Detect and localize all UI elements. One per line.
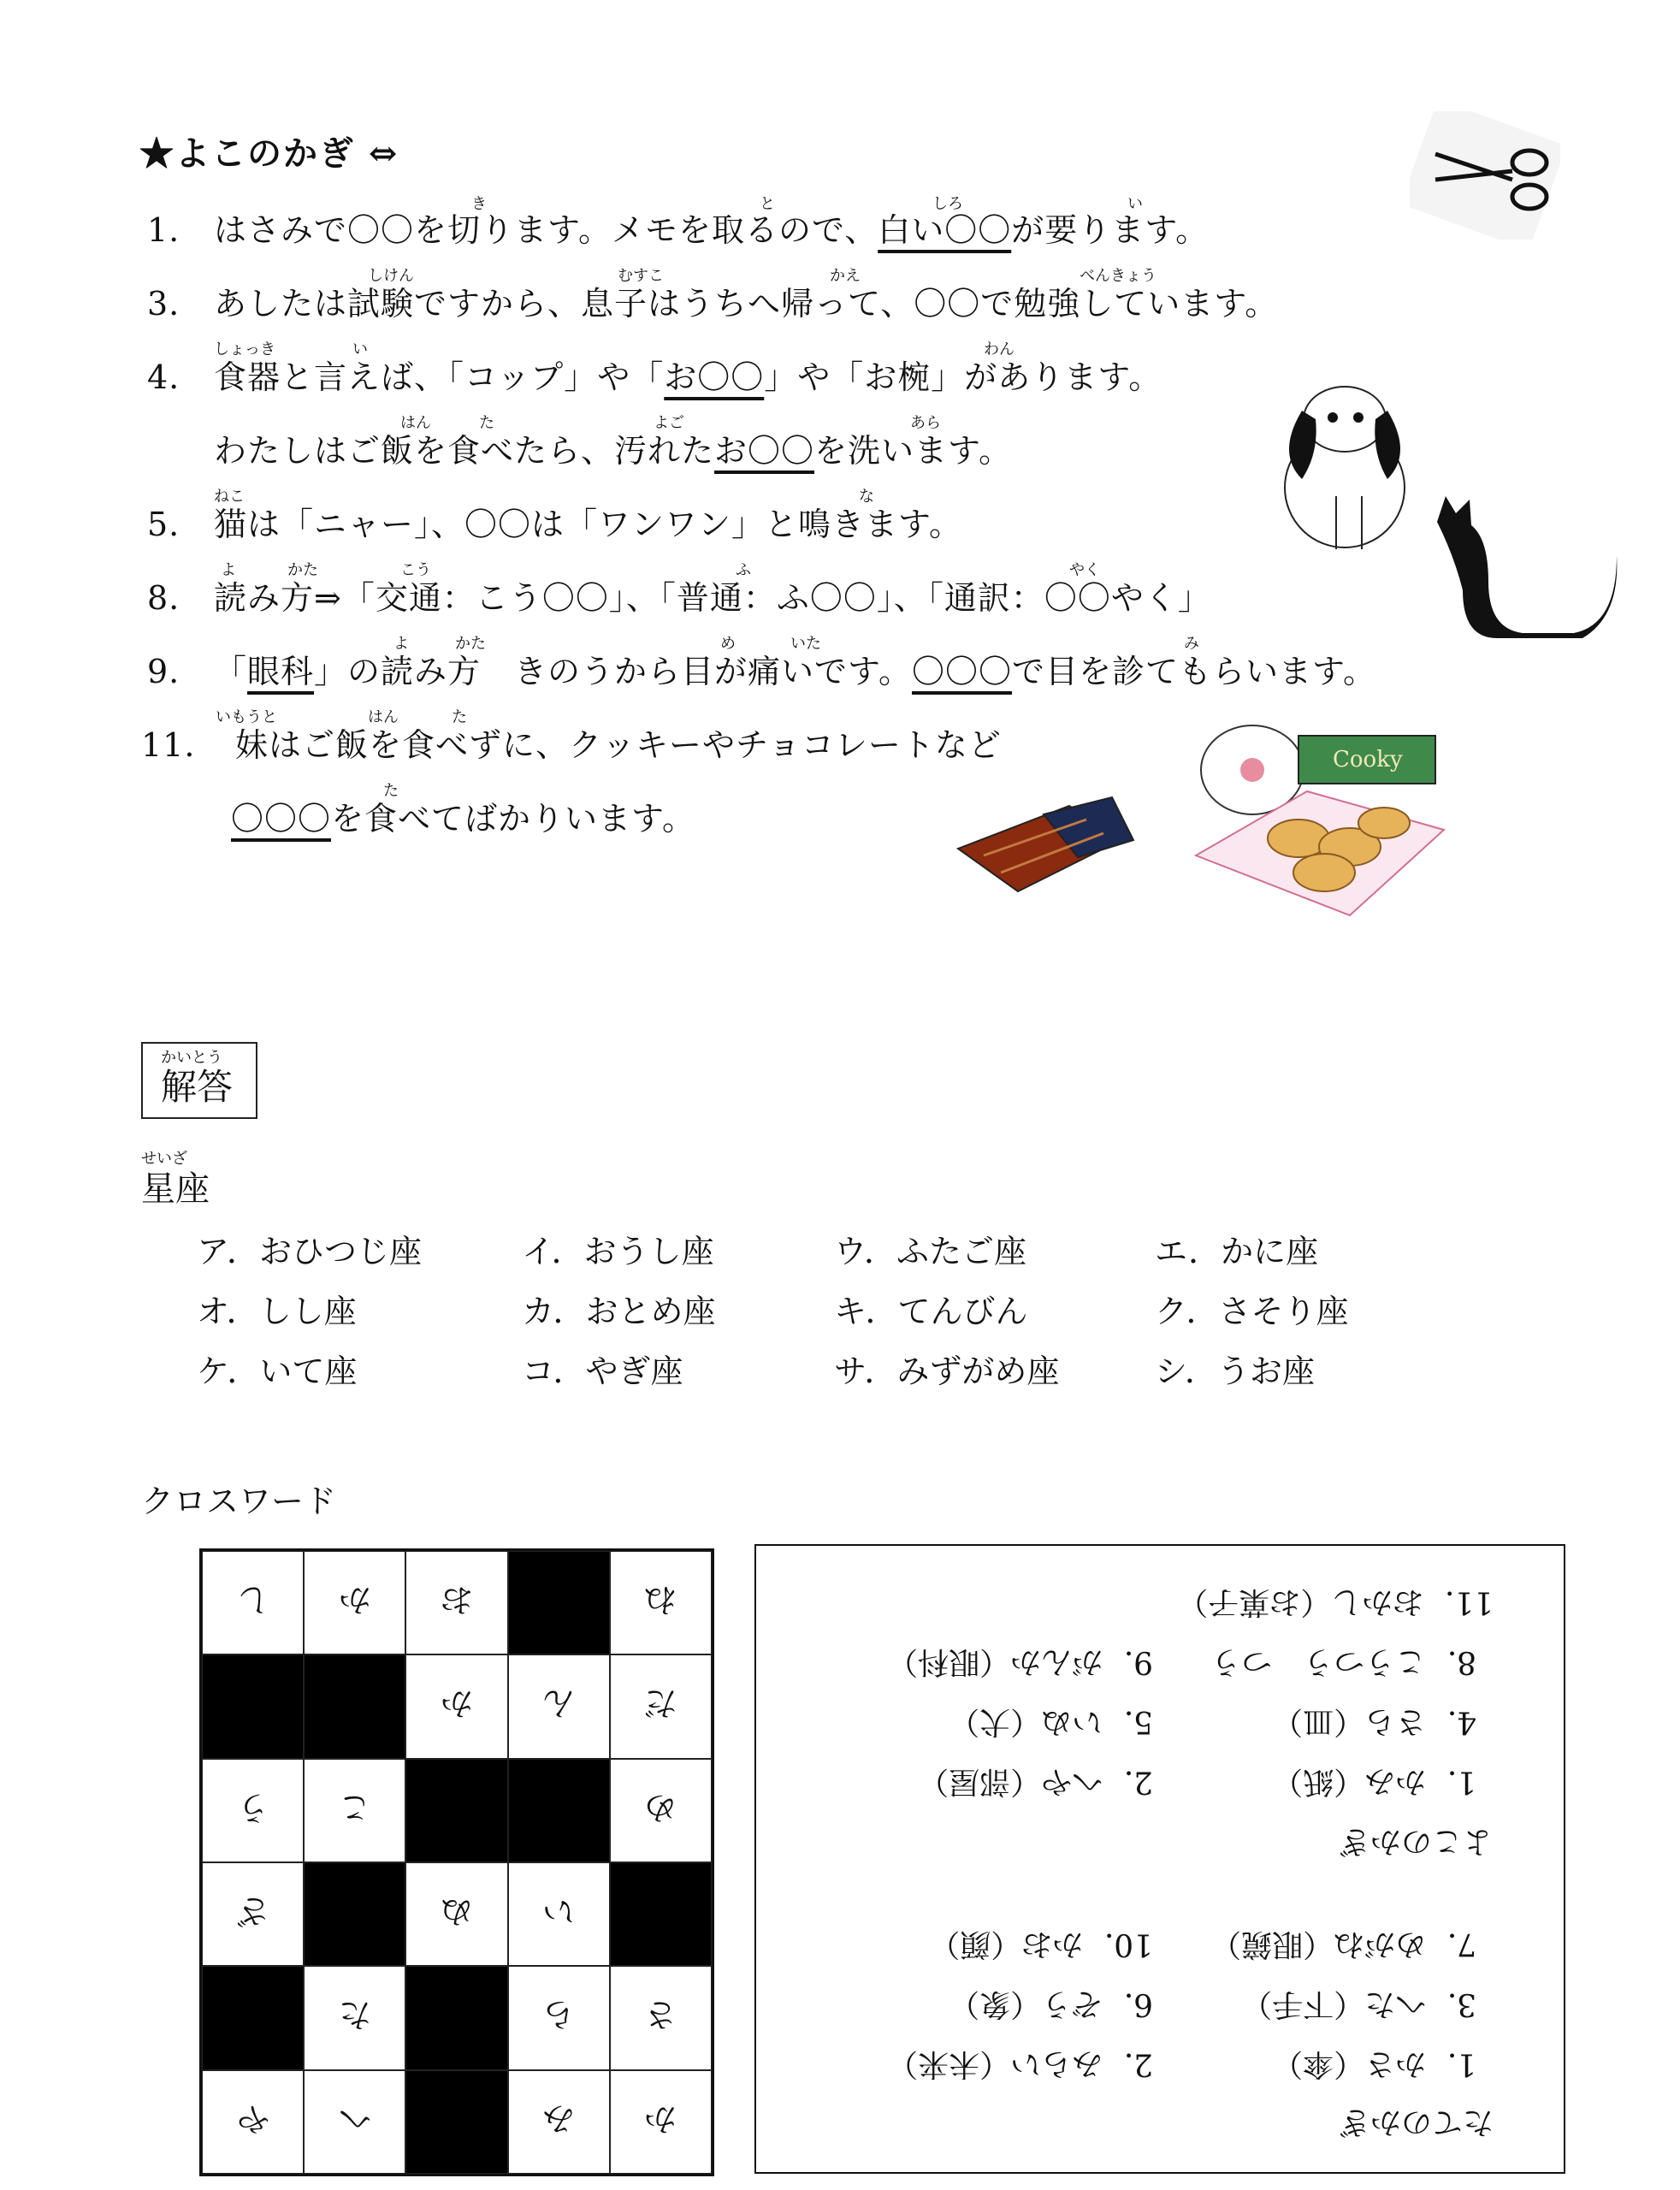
- ruby: ねこ: [214, 488, 245, 506]
- clue-8: 8. 読み方⇒「交通：こう〇〇」、「普通：ふ〇〇」、「通訳：〇〇やく」: [147, 579, 1211, 617]
- ruby: かえ: [830, 267, 861, 285]
- grid-cell: だ: [610, 1654, 712, 1758]
- key-line: 2．みらい（未来）: [887, 2046, 1153, 2081]
- cookie-box-label: Cooky: [1333, 747, 1403, 772]
- zodiac-item: イ．おうし座: [522, 1233, 714, 1270]
- clue-4: 4. 食器と言えば、「コップ」や「お〇〇」や「お椀」があります。: [147, 358, 1162, 396]
- key-line: 1．かみ（紙）: [1272, 1764, 1476, 1799]
- clue-4-line-2: わたしはご飯を食べたら、汚れたお〇〇を洗います。: [214, 432, 1012, 470]
- grid-cell: や: [202, 2070, 304, 2174]
- grid-cell: し: [202, 1551, 304, 1654]
- clue-11: 11. 妹はご飯を食べずに、クッキーやチョコレートなど: [141, 726, 1002, 764]
- zodiac-item: サ．みずがめ座: [834, 1352, 1060, 1390]
- ruby: かいとう: [161, 1049, 222, 1067]
- grid-cell: い: [508, 1862, 610, 1966]
- ruby: な: [859, 488, 874, 506]
- ruby: と: [760, 195, 775, 213]
- ruby: はん: [400, 414, 431, 432]
- ruby: あら: [910, 414, 941, 432]
- seiza-heading: 星座: [141, 1169, 210, 1209]
- ruby: べんきょう: [1080, 267, 1156, 285]
- grid-cell-black: [304, 1862, 405, 1966]
- ruby: やく: [1069, 561, 1100, 579]
- grid-cell-black: [405, 1759, 507, 1862]
- ruby: いもうと: [216, 708, 277, 726]
- scissors-illustration: [1410, 111, 1560, 240]
- zodiac-item: ウ．ふたご座: [834, 1233, 1026, 1270]
- ruby: み: [1184, 635, 1199, 653]
- ruby: わん: [984, 340, 1015, 358]
- key-line: 10．かお（顔）: [929, 1927, 1153, 1962]
- grid-cell: ざ: [202, 1862, 304, 1966]
- ruby: ふ: [736, 561, 751, 579]
- ruby: い: [352, 340, 368, 358]
- teapot-cookies-illustration: [1179, 710, 1449, 922]
- grid-cell: め: [610, 1759, 712, 1862]
- ruby: しろ: [932, 195, 963, 213]
- ruby: かた: [455, 635, 486, 653]
- grid-cell: か: [610, 2070, 712, 2174]
- ruby: よ: [393, 635, 409, 653]
- key-line: 11．おかし（お菓子）: [1177, 1584, 1494, 1619]
- ruby: た: [452, 708, 467, 726]
- grid-cell: み: [508, 2070, 610, 2174]
- grid-cell-black: [202, 1654, 304, 1758]
- key-title-yoko: よこのかぎ: [1339, 1824, 1494, 1859]
- answer-key-rotated: [756, 1546, 1564, 2172]
- zodiac-item: ケ．いて座: [197, 1352, 358, 1390]
- clue-5: 5. 猫は「ニャー」、〇〇は「ワンワン」と鳴きます。: [147, 506, 962, 543]
- grid-cell: ん: [508, 1654, 610, 1758]
- key-line: 4．さら（皿）: [1272, 1704, 1476, 1739]
- chocolate-illustration: [949, 789, 1139, 907]
- ruby: よ: [221, 561, 236, 579]
- grid-cell-black: [508, 1551, 610, 1654]
- dog-illustration: [1242, 359, 1447, 556]
- ruby: き: [471, 195, 487, 213]
- grid-cell: う: [202, 1759, 304, 1862]
- zodiac-item: エ．かに座: [1155, 1233, 1319, 1270]
- grid-cell: ら: [508, 1966, 610, 2069]
- answer-key-box: [754, 1544, 1565, 2174]
- zodiac-item: カ．おとめ座: [522, 1293, 716, 1330]
- grid-cell: こ: [304, 1759, 405, 1862]
- grid-cell-black: [508, 1759, 610, 1862]
- ruby: はん: [368, 708, 399, 726]
- ruby: むすこ: [618, 267, 664, 285]
- ruby: め: [720, 635, 736, 653]
- key-line: 8．こうつう つう: [1210, 1644, 1476, 1679]
- zodiac-item: コ．やぎ座: [522, 1352, 683, 1390]
- zodiac-item: ア．おひつじ座: [197, 1233, 422, 1270]
- zodiac-item: キ．てんびん: [834, 1293, 1028, 1330]
- clue-3: 3. あしたは試験ですから、息子はうちへ帰って、〇〇で勉強しています。: [147, 285, 1279, 323]
- ruby: い: [1127, 195, 1143, 213]
- clue-11-line-2: 〇〇〇を食べてばかりいます。: [231, 800, 695, 838]
- key-title-tate: たてのかぎ: [1339, 2104, 1494, 2140]
- grid-cell-black: [610, 1862, 712, 1966]
- ruby: しょっき: [214, 340, 275, 358]
- zodiac-item: ク．さそり座: [1155, 1293, 1349, 1330]
- ruby: た: [479, 414, 494, 432]
- answer-label: 解答: [161, 1066, 234, 1108]
- grid-cell-black: [304, 1654, 405, 1758]
- key-line: 9．がんか（眼科）: [887, 1644, 1153, 1679]
- zodiac-item: オ．しし座: [197, 1293, 357, 1330]
- key-line: 1．かさ（傘）: [1272, 2046, 1476, 2081]
- ruby: こう: [400, 561, 431, 579]
- grid-cell-black: [202, 1966, 304, 2069]
- grid-cell: ね: [610, 1551, 712, 1654]
- crossword-heading: クロスワード: [141, 1483, 337, 1520]
- grid-cell: ぬ: [405, 1862, 507, 1966]
- clue-9: 9. 「眼科」の読み方 きのうから目が痛いです。〇〇〇で目を診てもらいます。: [147, 653, 1376, 690]
- grid-cell-black: [405, 1966, 507, 2069]
- grid-cell-black: [405, 2070, 507, 2174]
- ruby: しけん: [368, 267, 414, 285]
- key-line: 2．へや（部屋）: [918, 1764, 1153, 1799]
- clue-1: 1. はさみで〇〇を切ります。メモを取るので、白い〇〇が要ります。: [147, 211, 1210, 249]
- ruby: よご: [654, 414, 684, 432]
- ruby: せいざ: [141, 1150, 187, 1168]
- key-line: 3．へた（下手）: [1241, 1986, 1476, 2021]
- key-line: 7．めがね（眼鏡）: [1210, 1927, 1476, 1962]
- ruby: た: [383, 782, 399, 800]
- grid-cell: さ: [610, 1966, 712, 2069]
- ruby: いた: [790, 635, 821, 653]
- grid-cell: か: [304, 1551, 405, 1654]
- key-line: 5．いぬ（犬）: [949, 1704, 1153, 1739]
- zodiac-item: シ．うお座: [1155, 1352, 1315, 1390]
- key-line: 6．ぞう（象）: [949, 1986, 1153, 2021]
- grid-cell: た: [304, 1966, 405, 2069]
- ruby: かた: [287, 561, 318, 579]
- crossword-grid: [199, 1548, 714, 2176]
- grid-cell: へ: [304, 2070, 405, 2174]
- section-heading: ★よこのかぎ ⇔: [139, 133, 399, 174]
- grid-cell: か: [405, 1654, 507, 1758]
- cat-illustration: [1420, 488, 1625, 642]
- grid-cell: お: [405, 1551, 507, 1654]
